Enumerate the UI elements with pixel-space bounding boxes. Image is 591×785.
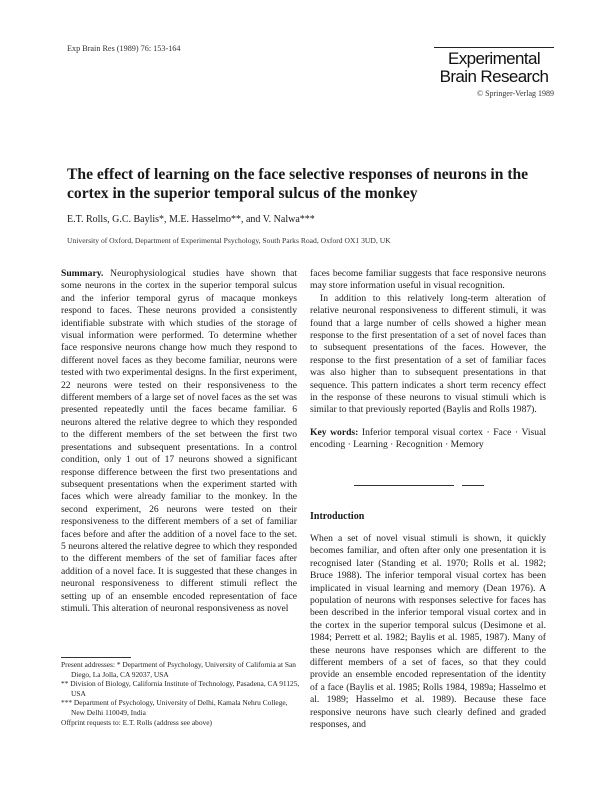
summary-column [61,268,297,615]
introduction-heading: Introduction [310,511,365,522]
separator-rule [354,485,454,486]
copyright: © Springer-Verlag 1989 [476,89,554,98]
right-column [310,268,546,452]
separator-rule-small [462,485,484,486]
keywords [310,427,546,452]
journal-citation: Exp Brain Res (1989) 76: 153-164 [67,44,181,53]
summary-continuation: faces become familiar suggests that face responsive neurons may store information useful in visual recognition. [310,268,546,292]
keywords-label: Key words: [310,426,359,438]
journal-name-line2: Brain Research [439,67,549,86]
article-title: The effect of learning on the face selective responses of neurons in the cortex in the superior temporal sulcus of the monkey [67,166,529,202]
keywords-text: Inferior temporal visual cortex · Face · Visual encoding · Learning · Recognition · Memory [310,426,546,451]
footnote-rule [61,657,131,658]
summary-paragraph [61,268,297,615]
affiliation: University of Oxford, Department of Experimental Psychology, South Parks Road, Oxford OX1 3UD, UK [67,236,391,245]
summary-paragraph-2: In addition to this relatively long-term alteration of relative neuronal responsiveness to different stimuli, it was found that a large number of cells showed a higher mean response to the first presentation of a set of novel faces than to subsequent presentations of the faces. However, the response to the first presentation of a set of familiar faces was also higher than to subsequent presentations in that sequence. This pattern indicates a short term recency effect in the response of these neurons to visual stimuli which is similar to that previously reported (Baylis and Rolls 1987). [310,292,546,416]
footnote: ** Division of Biology, California Institute of Technology, Pasadena, CA 91125, USA [61,679,300,698]
summary-label: Summary. [61,268,104,279]
journal-name-line1: Experimental [447,49,540,68]
introduction-text: When a set of novel visual stimuli is shown, it quickly becomes familiar, and often after only one presentation it is recognised later (Standing et al. 1970; Rolls et al. 1982; Bruce 1988). The inferior temporal visual cortex has been implicated in visual learning and memory (Dean 1976). A population of neurons with responses selective for faces has been described in the inferior temporal visual cortex and in the cortex in the superior temporal sulcus (Desimone et al. 1984; Perrett et al. 1982; Baylis et al. 1985, 1987). Many of these neurons have responses which are different to the different members of a set of faces, so that they could provide an ensemble encoded representation of the identity of a face (Baylis et al. 1985; Rolls 1984, 1989a; Hasselmo et al. 1989; Hasselmo et al. 1989). Because these face responsive neurons have such clearly defined and graded responses, and [310,533,546,731]
footnote: Offprint requests to: E.T. Rolls (address see above) [61,717,212,727]
summary-text: Neurophysiological studies have shown that some neurons in the cortex in the superior temporal sulcus and the inferior temporal gyrus of macaque monkeys respond to faces. These neurons provided a consistently identifiable substrate with which studies of the storage of visual information were performed. To determine whether face responsive neurons change how much they respond to different novel faces as they become familiar, neurons were tested with two experimental designs. In the first experiment, 22 neurons were tested on their responsiveness to the different members of a large set of novel faces as the set was presented repeatedly until the faces became familiar. 6 neurons altered the relative degree to which they responded to the different members of the set between the first two presentations and subsequent presentations. In a control condition, only 1 out of 17 neurons showed a significant response difference between the first two presentations and subsequent presentations when the experiment started with faces which were already familiar to the monkey. In the second experiment, 26 neurons were tested on their responsiveness to the different members of a set of familiar faces before and after the addition of a novel face to the set. 5 neurons altered the relative degree to which they responded to the different members of the set of familiar faces after addition of a novel face. It is suggested that these changes in neuronal responsiveness to different stimuli reflect the setting up of an ensemble encoded representation of face stimuli. This alteration of neuronal responsiveness as novel [61,268,297,614]
footnotes [61,660,301,727]
authors: E.T. Rolls, G.C. Baylis*, M.E. Hasselmo**, and V. Nalwa*** [67,214,315,225]
logo-rule [434,47,554,48]
footnote: *** Department of Psychology, University of Delhi, Kamala Nehru College, New Delhi 110049, India [61,698,288,717]
journal-logo [434,47,554,98]
footnote: Present addresses: * Department of Psychology, University of California at San Diego, La Jolla, CA 92037, USA [61,660,296,679]
